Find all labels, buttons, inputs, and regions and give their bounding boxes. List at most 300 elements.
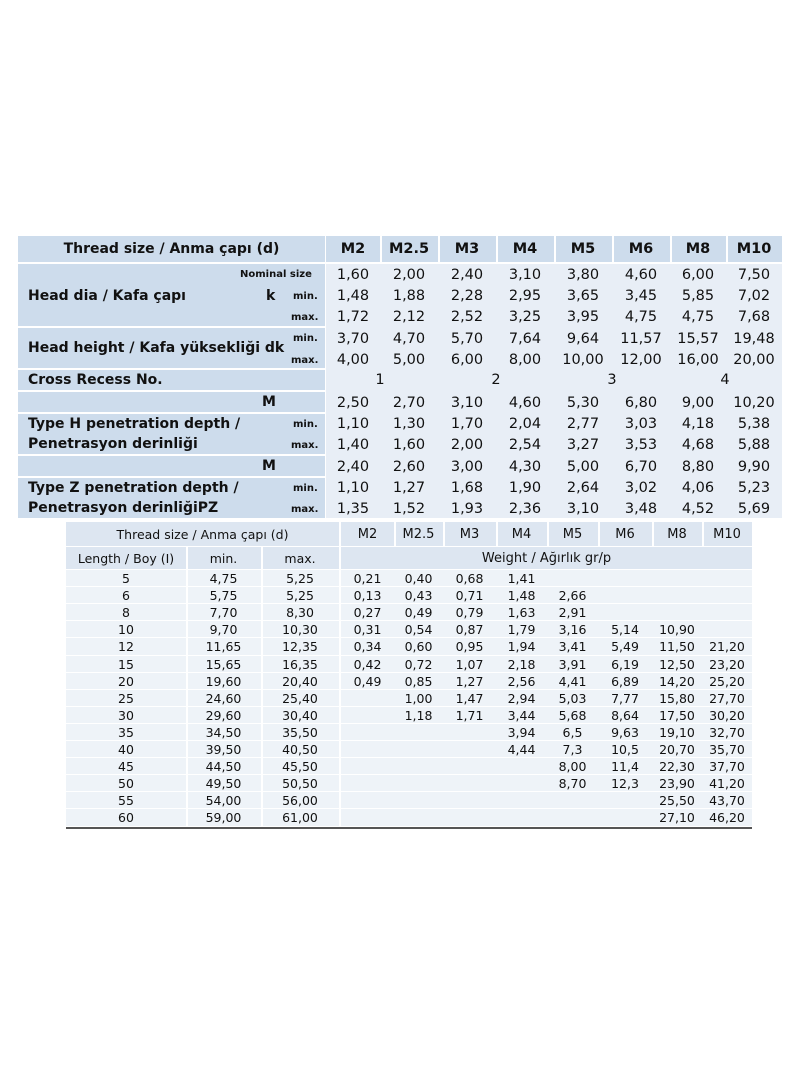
- type-h-max-cell: 5,88: [737, 436, 771, 453]
- head-height-max-label: max.: [291, 354, 319, 366]
- nominal-size-label: Nominal size: [240, 268, 312, 280]
- length-min-cell: 19,60: [205, 673, 242, 689]
- cross-recess-3: 3: [607, 372, 617, 388]
- head-height-min-cell: 7,64: [508, 330, 542, 347]
- length-min-cell: 24,60: [205, 690, 242, 706]
- weight-cell: 0,49: [404, 605, 433, 621]
- length-cell: 40: [118, 742, 134, 758]
- head-height-max-cell: 16,00: [677, 351, 719, 368]
- head-dia-min-cell: 2,95: [508, 287, 542, 304]
- weight-cell: 12,50: [659, 656, 695, 672]
- weight-cell: 25,20: [709, 673, 745, 689]
- weight-cell: [652, 604, 702, 621]
- weight-cell: [598, 809, 652, 826]
- head-height-min-cell: 9,64: [566, 330, 600, 347]
- weight-cell: 0,68: [455, 571, 484, 587]
- head-height-min-cell: 4,70: [392, 330, 426, 347]
- type-z-m-cell: 6,70: [624, 458, 658, 475]
- weight-cell: 2,66: [558, 588, 587, 604]
- type-z-max-cell: 1,52: [392, 500, 426, 517]
- type-z-min-cell: 3,02: [624, 479, 658, 496]
- length-max-cell: 35,50: [282, 724, 318, 740]
- weight-cell: 6,89: [611, 673, 639, 689]
- weight-cell: 0,43: [404, 588, 433, 604]
- weight-cell: 1,63: [507, 605, 536, 621]
- weight-cell: [702, 621, 752, 638]
- head-height-max-cell: 4,00: [336, 351, 370, 368]
- head-height-min-cell: 3,70: [336, 330, 370, 347]
- head-height-label: Head height / Kafa yüksekliği dk: [28, 340, 285, 356]
- type-z-max-cell: 5,69: [737, 500, 771, 517]
- weight-cell: 1,48: [507, 588, 536, 604]
- weight-cell: 0,85: [404, 673, 433, 689]
- type-z-m-cell: 8,80: [681, 458, 715, 475]
- type-z-max-cell: 1,93: [450, 500, 484, 517]
- weight-cell: 30,20: [709, 707, 745, 723]
- t2-max-label: max.: [284, 550, 316, 566]
- weight-cell: 0,31: [353, 622, 382, 638]
- weight-cell: 1,79: [507, 622, 536, 638]
- weight-cell: 10,5: [611, 742, 639, 758]
- t2-bottom-rule: [66, 827, 752, 829]
- weight-cell: 25,50: [659, 793, 695, 809]
- head-dia-nominal-cell: 7,50: [737, 266, 771, 283]
- weight-cell: 6,5: [562, 724, 583, 740]
- t1-size-header: M6: [628, 241, 654, 257]
- weight-cell: 6,19: [611, 656, 639, 672]
- length-cell: 25: [118, 690, 134, 706]
- t2-length-label: Length / Boy (I): [77, 550, 175, 566]
- head-dia-nominal-cell: 1,60: [336, 266, 370, 283]
- weight-cell: 23,90: [659, 776, 695, 792]
- weight-cell: 22,30: [659, 759, 695, 775]
- weight-cell: 2,91: [558, 605, 587, 621]
- weight-cell: [652, 570, 702, 587]
- weight-cell: 1,41: [507, 571, 536, 587]
- weight-cell: 0,87: [455, 622, 484, 638]
- t2-thread-size-label: Thread size / Anma çapı (d): [116, 526, 289, 542]
- type-z-max-cell: 1,35: [336, 500, 370, 517]
- head-dia-max-cell: 4,75: [681, 308, 715, 325]
- weight-cell: 2,18: [507, 656, 536, 672]
- weight-cell: 8,70: [558, 776, 587, 792]
- weight-cell: 5,14: [611, 622, 639, 638]
- t1-size-header: M4: [512, 241, 538, 257]
- length-min-cell: 34,50: [205, 724, 242, 740]
- length-cell: 10: [118, 622, 134, 638]
- head-height-max-cell: 20,00: [733, 351, 775, 368]
- length-max-cell: 10,30: [282, 622, 318, 638]
- length-cell: 35: [118, 724, 134, 740]
- weight-cell: [341, 690, 394, 707]
- weight-cell: 3,94: [507, 724, 536, 740]
- type-z-m-cell: 4,30: [508, 458, 542, 475]
- head-dia-max-cell: 3,25: [508, 308, 542, 325]
- head-height-min-cell: 5,70: [450, 330, 484, 347]
- weight-cell: [443, 809, 496, 826]
- type-h-min-cell: 1,10: [336, 415, 370, 432]
- weight-cell: 0,40: [404, 571, 433, 587]
- length-cell: 30: [118, 707, 134, 723]
- type-z-min-label: min.: [293, 482, 318, 494]
- weight-cell: 43,70: [709, 793, 745, 809]
- t2-size-header: M8: [667, 526, 687, 542]
- type-h-min-cell: 1,30: [392, 415, 426, 432]
- weight-cell: [496, 809, 547, 826]
- t1-thread-size-label: Thread size / Anma çapı (d): [63, 241, 280, 257]
- t2-size-header: M5: [562, 526, 583, 542]
- type-h-max-cell: 2,00: [450, 436, 484, 453]
- t2-size-header: M6: [615, 526, 635, 542]
- weight-cell: [341, 758, 394, 775]
- cross-recess-2: 2: [491, 372, 501, 388]
- type-h-min-cell: 2,77: [566, 415, 600, 432]
- weight-cell: 15,80: [659, 690, 695, 706]
- head-dia-max-cell: 1,72: [336, 308, 370, 325]
- type-h-max-label: max.: [291, 439, 319, 451]
- head-height-max-cell: 12,00: [620, 351, 662, 368]
- t1-size-header: M8: [685, 241, 711, 257]
- weight-cell: 0,79: [455, 605, 484, 621]
- length-max-cell: 56,00: [282, 793, 318, 809]
- type-h-label-line2: Penetrasyon derinliği: [28, 436, 198, 452]
- type-h-m-cell: 6,80: [624, 394, 658, 411]
- head-dia-max-cell: 2,52: [450, 308, 484, 325]
- weight-cell: 10,90: [659, 622, 695, 638]
- weight-cell: 0,49: [353, 673, 382, 689]
- weight-cell: 1,47: [455, 690, 484, 706]
- weight-cell: 5,49: [611, 639, 639, 655]
- length-max-cell: 50,50: [282, 776, 318, 792]
- length-cell: 15: [118, 656, 134, 672]
- head-dia-min-label: min.: [293, 290, 318, 302]
- length-cell: 6: [122, 588, 130, 604]
- type-z-min-cell: 5,23: [737, 479, 771, 496]
- type-h-max-cell: 3,27: [566, 436, 600, 453]
- weight-cell: [341, 775, 394, 792]
- weight-cell: 19,10: [659, 724, 695, 740]
- length-min-cell: 49,50: [205, 776, 242, 792]
- weight-cell: 5,03: [558, 690, 587, 706]
- t2-size-header: M2: [357, 526, 378, 542]
- length-min-cell: 29,60: [205, 707, 242, 723]
- length-cell: 60: [118, 810, 134, 826]
- weight-cell: [394, 775, 443, 792]
- type-h-min-label: min.: [293, 418, 318, 430]
- head-dia-max-cell: 3,95: [566, 308, 600, 325]
- head-height-min-cell: 11,57: [620, 330, 662, 347]
- weight-cell: 3,44: [507, 707, 536, 723]
- weight-cell: 0,71: [455, 588, 484, 604]
- type-h-m-cell: 4,60: [508, 394, 542, 411]
- head-height-min-cell: 19,48: [733, 330, 775, 347]
- weight-cell: [496, 792, 547, 809]
- weight-cell: [443, 724, 496, 741]
- weight-cell: 8,64: [611, 707, 639, 723]
- t1-size-header: M2: [340, 241, 366, 257]
- length-max-cell: 40,50: [282, 742, 318, 758]
- weight-cell: 41,20: [709, 776, 745, 792]
- weight-cell: [702, 587, 752, 604]
- weight-cell: [341, 809, 394, 826]
- weight-cell: [702, 604, 752, 621]
- weight-cell: [394, 741, 443, 758]
- type-h-min-cell: 4,18: [681, 415, 715, 432]
- t2-size-header: M10: [713, 526, 741, 542]
- weight-cell: 1,71: [455, 707, 484, 723]
- weight-cell: [598, 587, 652, 604]
- length-cell: 50: [118, 776, 134, 792]
- type-z-max-cell: 2,36: [508, 500, 542, 517]
- type-z-max-cell: 3,48: [624, 500, 658, 517]
- weight-cell: 37,70: [709, 759, 745, 775]
- length-min-cell: 9,70: [209, 622, 238, 638]
- cross-recess-label: Cross Recess No.: [28, 372, 163, 388]
- length-min-cell: 59,00: [205, 810, 242, 826]
- t1-size-header: M5: [570, 241, 596, 257]
- weight-cell: [652, 587, 702, 604]
- head-height-min-label: min.: [293, 332, 318, 344]
- weight-cell: 46,20: [709, 810, 745, 826]
- weight-cell: 3,41: [558, 639, 587, 655]
- t2-min-label: min.: [209, 550, 238, 566]
- t2-size-header: M3: [459, 526, 480, 542]
- head-dia-nominal-cell: 2,00: [392, 266, 426, 283]
- weight-cell: 23,20: [709, 656, 745, 672]
- cross-recess-4: 4: [720, 372, 730, 388]
- weight-cell: [341, 741, 394, 758]
- weight-cell: 11,4: [611, 759, 639, 775]
- length-max-cell: 5,25: [286, 571, 314, 587]
- t2-size-header: M2.5: [402, 526, 435, 542]
- weight-cell: [443, 792, 496, 809]
- weight-cell: [341, 724, 394, 741]
- length-cell: 45: [118, 759, 134, 775]
- z-m-label: M: [262, 458, 276, 474]
- weight-cell: 27,10: [659, 810, 695, 826]
- length-min-cell: 39,50: [205, 742, 242, 758]
- t1-size-header: M3: [454, 241, 480, 257]
- weight-cell: 5,68: [558, 707, 587, 723]
- type-h-min-cell: 3,03: [624, 415, 658, 432]
- head-dia-min-cell: 3,65: [566, 287, 600, 304]
- weight-cell: [443, 775, 496, 792]
- head-dia-nominal-cell: 2,40: [450, 266, 484, 283]
- type-h-max-cell: 3,53: [624, 436, 658, 453]
- type-z-m-cell: 2,40: [336, 458, 370, 475]
- t1-label-band-hm: [18, 392, 325, 412]
- weight-cell: 20,70: [659, 742, 695, 758]
- head-height-max-cell: 10,00: [562, 351, 604, 368]
- weight-cell: 21,20: [709, 639, 745, 655]
- length-min-cell: 15,65: [205, 656, 242, 672]
- type-h-max-cell: 1,40: [336, 436, 370, 453]
- weight-cell: 1,94: [507, 639, 536, 655]
- head-dia-min-cell: 1,48: [336, 287, 370, 304]
- type-h-max-cell: 4,68: [681, 436, 715, 453]
- weight-cell: 1,18: [404, 707, 433, 723]
- type-z-max-cell: 3,10: [566, 500, 600, 517]
- type-z-label-line2: Penetrasyon derinliğiPZ: [28, 500, 219, 516]
- head-dia-min-cell: 1,88: [392, 287, 426, 304]
- weight-cell: 2,56: [507, 673, 536, 689]
- type-z-m-cell: 2,60: [392, 458, 426, 475]
- weight-cell: 2,94: [507, 690, 536, 706]
- weight-cell: 9,63: [611, 724, 639, 740]
- length-min-cell: 54,00: [205, 793, 242, 809]
- length-min-cell: 11,65: [205, 639, 242, 655]
- length-max-cell: 25,40: [282, 690, 318, 706]
- head-height-min-cell: 15,57: [677, 330, 719, 347]
- weight-cell: 7,77: [611, 690, 639, 706]
- weight-cell: 1,27: [455, 673, 484, 689]
- weight-cell: [547, 809, 598, 826]
- weight-cell: 4,44: [507, 742, 536, 758]
- weight-cell: [443, 741, 496, 758]
- length-min-cell: 4,75: [209, 571, 238, 587]
- weight-cell: 0,95: [455, 639, 484, 655]
- type-z-m-cell: 3,00: [450, 458, 484, 475]
- weight-cell: [598, 570, 652, 587]
- weight-cell: [496, 758, 547, 775]
- weight-cell: [341, 707, 394, 724]
- length-max-cell: 16,35: [282, 656, 318, 672]
- cross-recess-1: 1: [375, 372, 385, 388]
- head-dia-max-cell: 2,12: [392, 308, 426, 325]
- type-z-min-cell: 1,68: [450, 479, 484, 496]
- type-h-label-line1: Type H penetration depth /: [28, 416, 241, 432]
- weight-cell: 12,3: [611, 776, 639, 792]
- weight-cell: 0,42: [353, 656, 382, 672]
- length-max-cell: 20,40: [282, 673, 318, 689]
- h-m-label: M: [262, 394, 276, 410]
- weight-cell: [547, 792, 598, 809]
- weight-cell: [341, 792, 394, 809]
- length-min-cell: 44,50: [205, 759, 242, 775]
- type-h-max-cell: 1,60: [392, 436, 426, 453]
- head-dia-min-cell: 2,28: [450, 287, 484, 304]
- type-h-min-cell: 2,04: [508, 415, 542, 432]
- head-height-max-cell: 8,00: [508, 351, 542, 368]
- weight-cell: [394, 724, 443, 741]
- type-h-m-cell: 2,50: [336, 394, 370, 411]
- weight-cell: 0,27: [353, 605, 382, 621]
- weight-cell: [547, 570, 598, 587]
- k-label: k: [266, 288, 276, 304]
- weight-cell: 32,70: [709, 724, 745, 740]
- type-z-m-cell: 5,00: [566, 458, 600, 475]
- weight-cell: 4,41: [558, 673, 587, 689]
- type-z-min-cell: 1,10: [336, 479, 370, 496]
- type-h-m-cell: 10,20: [733, 394, 775, 411]
- weight-cell: 1,07: [455, 656, 484, 672]
- length-cell: 8: [122, 605, 130, 621]
- weight-cell: 0,34: [353, 639, 382, 655]
- weight-cell: 27,70: [709, 690, 745, 706]
- weight-cell: [702, 570, 752, 587]
- type-z-label-line1: Type Z penetration depth /: [28, 480, 239, 496]
- type-h-m-cell: 5,30: [566, 394, 600, 411]
- weight-cell: 3,91: [558, 656, 587, 672]
- type-z-m-cell: 9,90: [737, 458, 771, 475]
- weight-cell: [394, 792, 443, 809]
- t1-size-header: M10: [736, 241, 772, 257]
- weight-cell: 14,20: [659, 673, 695, 689]
- head-dia-min-cell: 7,02: [737, 287, 771, 304]
- weight-cell: [496, 775, 547, 792]
- weight-cell: 0,13: [353, 588, 382, 604]
- weight-cell: [394, 809, 443, 826]
- weight-cell: 0,21: [353, 571, 382, 587]
- length-cell: 55: [118, 793, 134, 809]
- weight-cell: 8,00: [558, 759, 587, 775]
- length-cell: 12: [118, 639, 134, 655]
- weight-cell: [598, 792, 652, 809]
- length-max-cell: 30,40: [282, 707, 318, 723]
- length-cell: 5: [122, 571, 130, 587]
- length-max-cell: 8,30: [286, 605, 314, 621]
- head-height-max-cell: 5,00: [392, 351, 426, 368]
- t2-size-header: M4: [511, 526, 532, 542]
- type-h-max-cell: 2,54: [508, 436, 542, 453]
- t1-size-header: M2.5: [388, 241, 430, 257]
- weight-cell: [443, 758, 496, 775]
- length-min-cell: 5,75: [209, 588, 238, 604]
- length-cell: 20: [118, 673, 134, 689]
- type-z-max-cell: 4,52: [681, 500, 715, 517]
- weight-cell: 0,72: [404, 656, 433, 672]
- head-dia-nominal-cell: 6,00: [681, 266, 715, 283]
- head-dia-max-cell: 7,68: [737, 308, 771, 325]
- length-max-cell: 61,00: [282, 810, 318, 826]
- type-h-m-cell: 2,70: [392, 394, 426, 411]
- type-z-min-cell: 4,06: [681, 479, 715, 496]
- weight-cell: [394, 758, 443, 775]
- length-max-cell: 5,25: [286, 588, 314, 604]
- head-dia-max-label: max.: [291, 311, 319, 323]
- head-dia-nominal-cell: 3,10: [508, 266, 542, 283]
- head-height-max-cell: 6,00: [450, 351, 484, 368]
- weight-cell: 1,00: [404, 690, 433, 706]
- head-dia-nominal-cell: 3,80: [566, 266, 600, 283]
- head-dia-min-cell: 5,85: [681, 287, 715, 304]
- type-h-m-cell: 3,10: [450, 394, 484, 411]
- weight-cell: 3,16: [558, 622, 587, 638]
- type-z-min-cell: 1,90: [508, 479, 542, 496]
- head-dia-nominal-cell: 4,60: [624, 266, 658, 283]
- weight-cell: 17,50: [659, 707, 695, 723]
- type-h-m-cell: 9,00: [681, 394, 715, 411]
- weight-cell: [598, 604, 652, 621]
- t2-weight-label: Weight / Ağırlık gr/p: [481, 550, 612, 566]
- type-h-min-cell: 5,38: [737, 415, 771, 432]
- weight-cell: 7,3: [562, 742, 583, 758]
- head-dia-min-cell: 3,45: [624, 287, 658, 304]
- weight-cell: 0,60: [404, 639, 433, 655]
- type-h-min-cell: 1,70: [450, 415, 484, 432]
- type-z-min-cell: 2,64: [566, 479, 600, 496]
- head-dia-max-cell: 4,75: [624, 308, 658, 325]
- t1-label-band-zm: [18, 456, 325, 476]
- type-z-min-cell: 1,27: [392, 479, 426, 496]
- head-dia-label: Head dia / Kafa çapı: [28, 288, 186, 304]
- length-max-cell: 45,50: [282, 759, 318, 775]
- weight-cell: 0,54: [404, 622, 433, 638]
- length-min-cell: 7,70: [209, 605, 238, 621]
- length-max-cell: 12,35: [282, 639, 318, 655]
- type-z-max-label: max.: [291, 503, 319, 515]
- weight-cell: 11,50: [659, 639, 695, 655]
